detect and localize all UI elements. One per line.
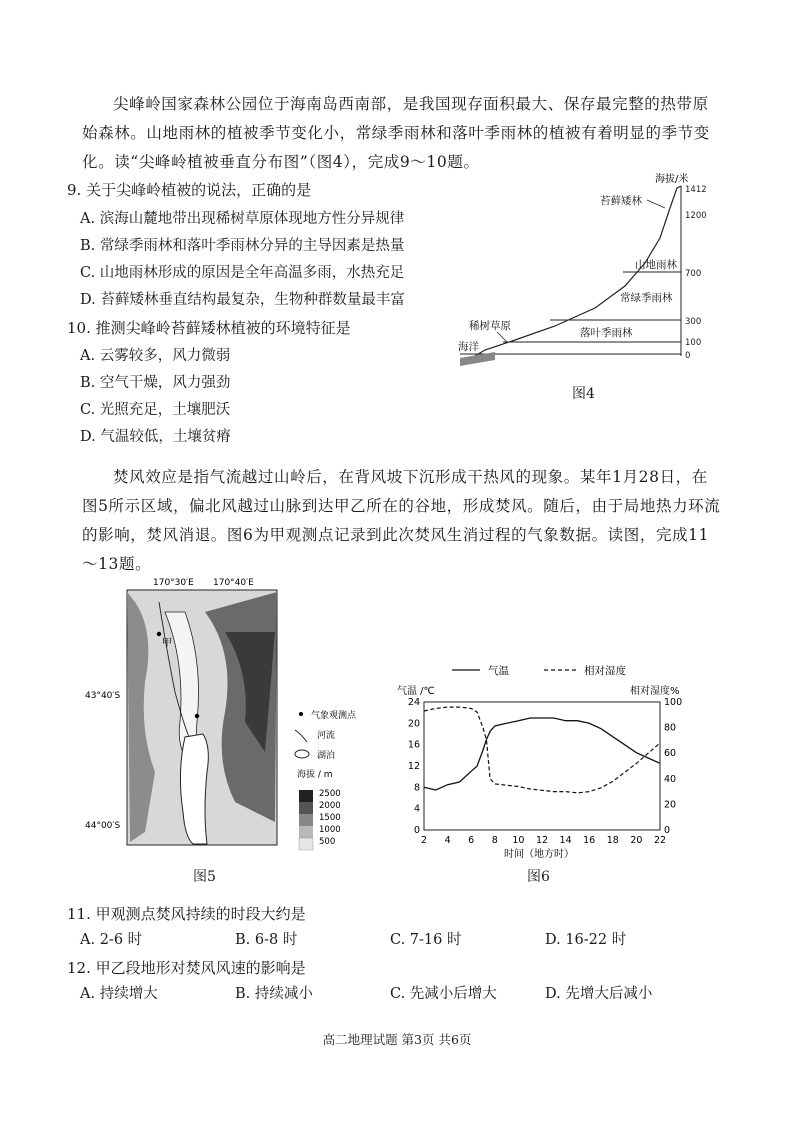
- x-tick-label-8: 8: [491, 835, 498, 846]
- legend-swatch-500: [299, 838, 313, 850]
- legend-lake-icon: [295, 750, 309, 758]
- station-jia-label: 甲: [162, 638, 172, 649]
- q11-option-c[interactable]: C. 7-16 时: [390, 932, 462, 948]
- q10-option-c[interactable]: C. 光照充足，土壤肥沃: [80, 402, 231, 418]
- q9-option-d[interactable]: D. 苔藓矮林垂直结构最复杂，生物种群数量最丰富: [80, 292, 405, 308]
- station-jia: [157, 632, 161, 636]
- legend-value-500: 500: [319, 837, 336, 847]
- legend-value-1000: 1000: [319, 825, 341, 835]
- y-right-tick-label-60: 60: [664, 748, 677, 760]
- figure-6-caption: 图6: [527, 869, 550, 885]
- question-9-stem: 9. 关于尖峰岭植被的说法，正确的是: [67, 181, 312, 199]
- q12-option-d[interactable]: D. 先增大后减小: [545, 986, 653, 1002]
- fig5-lat-1: 43°40′S: [85, 691, 121, 701]
- legend-value-2000: 2000: [319, 801, 341, 811]
- y-left-tick-label-8: 8: [413, 782, 420, 794]
- y-right-tick-label-20: 20: [664, 799, 677, 811]
- figure-6-chart: [392, 658, 722, 863]
- legend-elevation-title: 海拔 / m: [297, 770, 333, 780]
- legend-value-2500: 2500: [319, 789, 341, 799]
- fig5-lon-2: 170°40′E: [213, 578, 254, 588]
- x-tick-label-16: 16: [583, 835, 596, 846]
- fig6-xlabel: 时间（地方时）: [504, 849, 574, 860]
- fig4-axis-title: 海拔/米: [655, 174, 689, 185]
- fig4-tick-0: 0: [685, 351, 691, 361]
- y-right-tick-label-40: 40: [664, 773, 677, 785]
- x-tick-label-6: 6: [468, 835, 475, 846]
- y-left-tick-label-16: 16: [407, 739, 420, 751]
- fig6-plot-area: [424, 702, 660, 830]
- q11-option-b[interactable]: B. 6-8 时: [235, 932, 298, 948]
- legend-swatch-2000: [299, 802, 313, 814]
- y-left-tick-label-24: 24: [407, 697, 420, 708]
- y-left-tick-label-0: 0: [413, 825, 420, 836]
- fig4-tick-1200: 1200: [685, 211, 707, 221]
- q11-option-d[interactable]: D. 16-22 时: [545, 932, 627, 948]
- legend-temp-label: 气温: [488, 665, 509, 677]
- fig4-mountain-profile: [463, 186, 681, 363]
- q9-option-a[interactable]: A. 滨海山麓地带出现稀树草原体现地方性分异规律: [80, 211, 405, 227]
- fig4-tick-700: 700: [685, 269, 702, 279]
- fig4-tick-1412: 1412: [685, 185, 707, 195]
- q12-options: [80, 982, 700, 1003]
- fig5-lon-1: 170°30′E: [153, 578, 194, 588]
- legend-swatch-1000: [299, 826, 313, 838]
- fig4-label-savanna: 稀树草原: [469, 320, 511, 332]
- fig6-ylabel-left: 气温 /℃: [397, 686, 435, 697]
- fig4-tick-300: 300: [685, 317, 702, 327]
- legend-lake-label: 湖泊: [317, 751, 336, 761]
- x-tick-label-10: 10: [512, 835, 525, 846]
- y-right-tick-label-80: 80: [664, 722, 677, 734]
- x-tick-label-12: 12: [535, 835, 549, 846]
- fig5-lat-2: 44°00′S: [85, 821, 121, 831]
- y-left-tick-label-4: 4: [413, 803, 420, 815]
- legend-value-1500: 1500: [319, 813, 341, 823]
- y-left-tick-label-20: 20: [407, 718, 420, 730]
- passage-1: 尖峰岭国家森林公园位于海南岛西南部，是我国现存面积最大、保存最完整的热带原始森林。山地雨林的植被季节变化小，常绿季雨林和落叶季雨林的植被有着明显的季节变化。读“尖峰岭植被垂直分布图”（图4），完成9～10题。: [82, 95, 710, 171]
- question-12-stem: 12. 甲乙段地形对焚风风速的影响是: [67, 959, 306, 977]
- q12-option-a[interactable]: A. 持续增大: [80, 986, 158, 1002]
- x-tick-label-2: 2: [420, 835, 428, 846]
- y-left-tick-label-12: 12: [407, 761, 420, 772]
- figure-5-map: [85, 572, 375, 862]
- station-yi: [195, 714, 199, 718]
- fig4-label-moss-forest: 苔藓矮林: [600, 195, 642, 207]
- q12-option-b[interactable]: B. 持续减小: [235, 986, 313, 1002]
- fig4-label-deciduous-monsoon: 落叶季雨林: [580, 327, 633, 339]
- y-right-tick-label-100: 100: [664, 697, 683, 708]
- q9-option-c[interactable]: C. 山地雨林形成的原因是全年高温多雨，水热充足: [80, 265, 405, 281]
- page-footer: 高二地理试题 第3页 共6页: [322, 1032, 472, 1047]
- legend-station-label: 气象观测点: [311, 711, 357, 721]
- fig4-label-evergreen-monsoon: 常绿季雨林: [620, 292, 673, 304]
- legend-swatch-2500: [299, 790, 313, 802]
- passage-2: 焚风效应是指气流越过山岭后，在背风坡下沉形成干热风的现象。某年1月28日，在图5所示区域，偏北风越过山脉到达甲乙所在的谷地，形成焚风。随后，由于局地热力环流的影响，焚风消退。图6为甲观测点记录到此次焚风生消过程的气象数据。读图，完成11～13题。: [82, 468, 721, 573]
- x-tick-label-14: 14: [559, 835, 572, 846]
- question-11-stem: 11. 甲观测点焚风持续的时段大约是: [67, 905, 306, 923]
- q10-option-a[interactable]: A. 云雾较多，风力微弱: [80, 348, 231, 364]
- x-tick-label-4: 4: [444, 835, 451, 846]
- figure-4-caption: 图4: [572, 386, 595, 402]
- y-right-tick-label-0: 0: [664, 825, 671, 836]
- fig6-ylabel-right: 相对湿度%: [630, 686, 680, 697]
- q11-options: [80, 928, 700, 949]
- series-temperature-line: [424, 718, 660, 790]
- fig4-label-ocean: 海洋: [458, 341, 479, 353]
- station-yi-label: 乙: [185, 712, 195, 723]
- q10-option-b[interactable]: B. 空气干燥，风力强劲: [80, 375, 231, 391]
- fig4-tick-100: 100: [685, 338, 702, 348]
- x-tick-label-18: 18: [606, 835, 619, 846]
- q12-option-c[interactable]: C. 先减小后增大: [390, 986, 497, 1002]
- legend-station-icon: [299, 712, 303, 716]
- legend-swatch-1500: [299, 814, 313, 826]
- x-tick-label-22: 22: [653, 835, 667, 846]
- fig4-label-montane-rainforest: 山地雨林: [635, 259, 677, 271]
- legend-river-icon: [295, 730, 307, 742]
- x-tick-label-20: 20: [630, 835, 643, 846]
- q11-option-a[interactable]: A. 2-6 时: [80, 932, 143, 948]
- figure-4-vegetation-profile: [455, 168, 715, 368]
- series-humidity-line: [424, 707, 660, 793]
- q10-option-d[interactable]: D. 气温较低，土壤贫瘠: [80, 429, 231, 445]
- figure-5-caption: 图5: [193, 869, 216, 885]
- q9-option-b[interactable]: B. 常绿季雨林和落叶季雨林分异的主导因素是热量: [80, 238, 405, 254]
- legend-river-label: 河流: [317, 731, 336, 741]
- legend-humidity-label: 相对湿度: [584, 665, 626, 677]
- question-10-stem: 10. 推测尖峰岭苔藓矮林植被的环境特征是: [67, 319, 351, 337]
